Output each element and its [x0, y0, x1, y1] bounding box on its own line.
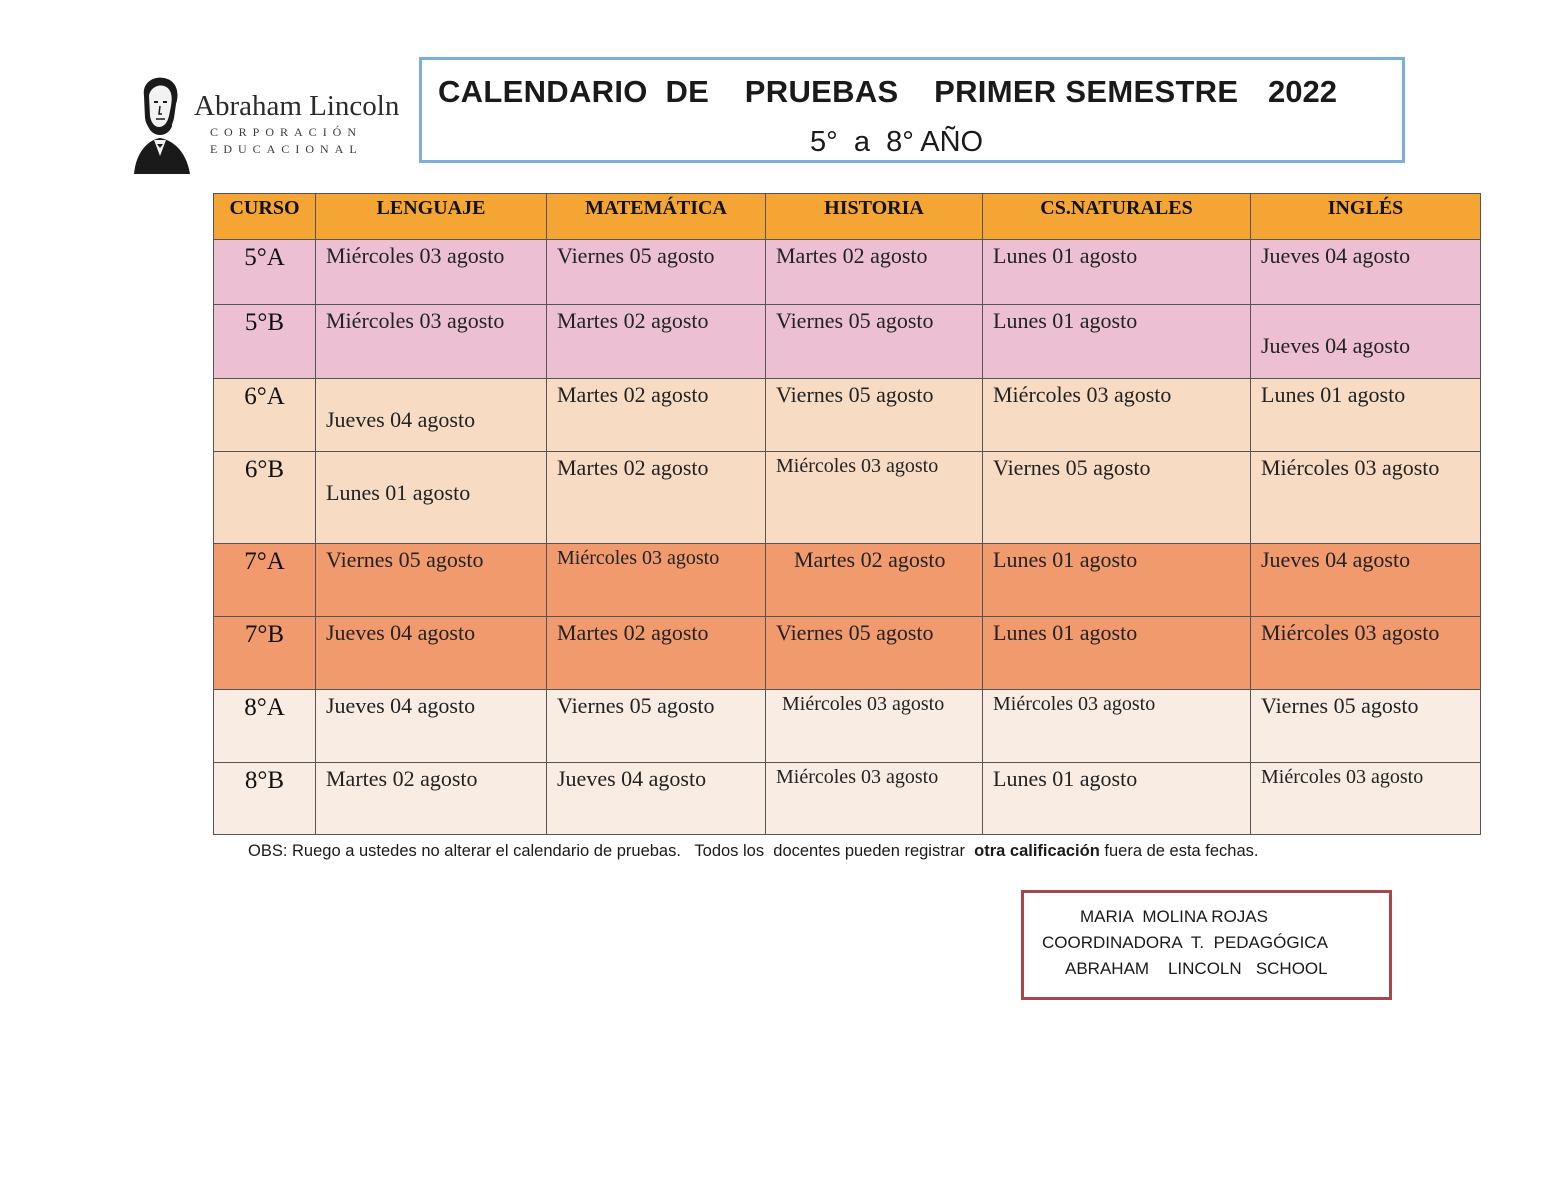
exam-schedule-table [213, 193, 1481, 835]
curso-cell: 5°A [214, 240, 316, 305]
lenguaje-cell: Lunes 01 agosto [316, 452, 547, 544]
matematica-cell: Martes 02 agosto [547, 617, 766, 690]
historia-cell: Viernes 05 agosto [766, 379, 983, 452]
logo-name: Abraham Lincoln [194, 90, 400, 122]
title-box [419, 57, 1405, 163]
curso-cell: 6°B [214, 452, 316, 544]
curso-cell: 8°B [214, 763, 316, 835]
historia-cell: Miércoles 03 agosto [766, 452, 983, 544]
signature-box [1021, 890, 1392, 1000]
header-ingles: INGLÉS [1251, 194, 1481, 240]
naturales-cell: Miércoles 03 agosto [983, 690, 1251, 763]
curso-cell: 7°B [214, 617, 316, 690]
curso-cell: 7°A [214, 544, 316, 617]
ingles-cell: Miércoles 03 agosto [1251, 763, 1481, 835]
table-row [214, 617, 1481, 690]
ingles-cell: Jueves 04 agosto [1251, 544, 1481, 617]
obs-text-bold: otra calificación [974, 842, 1100, 860]
signature-name: MARIA MOLINA ROJAS [1080, 907, 1268, 926]
ingles-cell: Miércoles 03 agosto [1251, 617, 1481, 690]
school-logo [130, 74, 410, 178]
lenguaje-cell: Jueves 04 agosto [316, 690, 547, 763]
observation-note [248, 842, 1258, 861]
ingles-cell: Lunes 01 agosto [1251, 379, 1481, 452]
historia-cell: Viernes 05 agosto [766, 305, 983, 379]
curso-cell: 5°B [214, 305, 316, 379]
title-year: 2022 [1268, 74, 1337, 109]
historia-cell: Miércoles 03 agosto [766, 763, 983, 835]
lincoln-portrait-icon [130, 74, 192, 178]
matematica-cell: Viernes 05 agosto [547, 240, 766, 305]
page-title: CALENDARIO DE PRUEBAS PRIMER SEMESTRE [438, 74, 1239, 109]
matematica-cell: Martes 02 agosto [547, 305, 766, 379]
page-subtitle: 5° a 8° AÑO [810, 126, 984, 158]
logo-subtitle-2: EDUCACIONAL [210, 142, 363, 156]
matematica-cell: Martes 02 agosto [547, 379, 766, 452]
historia-cell: Miércoles 03 agosto [766, 690, 983, 763]
header-cs-naturales: CS.NATURALES [983, 194, 1251, 240]
naturales-cell: Lunes 01 agosto [983, 240, 1251, 305]
lenguaje-cell: Miércoles 03 agosto [316, 305, 547, 379]
table-row [214, 240, 1481, 305]
header-historia: HISTORIA [766, 194, 983, 240]
table-row [214, 763, 1481, 835]
logo-subtitle-1: CORPORACIÓN [210, 125, 363, 139]
table-row [214, 305, 1481, 379]
lenguaje-cell: Miércoles 03 agosto [316, 240, 547, 305]
header-matematica: MATEMÁTICA [547, 194, 766, 240]
matematica-cell: Jueves 04 agosto [547, 763, 766, 835]
lenguaje-cell: Jueves 04 agosto [316, 379, 547, 452]
table-row [214, 690, 1481, 763]
naturales-cell: Lunes 01 agosto [983, 305, 1251, 379]
matematica-cell: Martes 02 agosto [547, 452, 766, 544]
signature-school: ABRAHAM LINCOLN SCHOOL [1065, 959, 1328, 978]
lenguaje-cell: Jueves 04 agosto [316, 617, 547, 690]
naturales-cell: Miércoles 03 agosto [983, 379, 1251, 452]
matematica-cell: Miércoles 03 agosto [547, 544, 766, 617]
ingles-cell: Viernes 05 agosto [1251, 690, 1481, 763]
table-row [214, 379, 1481, 452]
ingles-cell: Jueves 04 agosto [1251, 240, 1481, 305]
lenguaje-cell: Martes 02 agosto [316, 763, 547, 835]
historia-cell: Martes 02 agosto [766, 240, 983, 305]
table-row [214, 544, 1481, 617]
lenguaje-cell: Viernes 05 agosto [316, 544, 547, 617]
historia-cell: Viernes 05 agosto [766, 617, 983, 690]
signature-role: COORDINADORA T. PEDAGÓGICA [1042, 933, 1328, 952]
ingles-cell: Jueves 04 agosto [1251, 305, 1481, 379]
curso-cell: 6°A [214, 379, 316, 452]
obs-text-end: fuera de esta fechas. [1099, 842, 1259, 860]
header-curso: CURSO [214, 194, 316, 240]
curso-cell: 8°A [214, 690, 316, 763]
naturales-cell: Lunes 01 agosto [983, 617, 1251, 690]
naturales-cell: Lunes 01 agosto [983, 544, 1251, 617]
ingles-cell: Miércoles 03 agosto [1251, 452, 1481, 544]
table-header-row [214, 194, 1481, 240]
matematica-cell: Viernes 05 agosto [547, 690, 766, 763]
naturales-cell: Lunes 01 agosto [983, 763, 1251, 835]
obs-text-start: OBS: Ruego a ustedes no alterar el calendario de pruebas. Todos los docentes pueden registrar [248, 842, 975, 860]
naturales-cell: Viernes 05 agosto [983, 452, 1251, 544]
table-row [214, 452, 1481, 544]
header-lenguaje: LENGUAJE [316, 194, 547, 240]
historia-cell: Martes 02 agosto [766, 544, 983, 617]
